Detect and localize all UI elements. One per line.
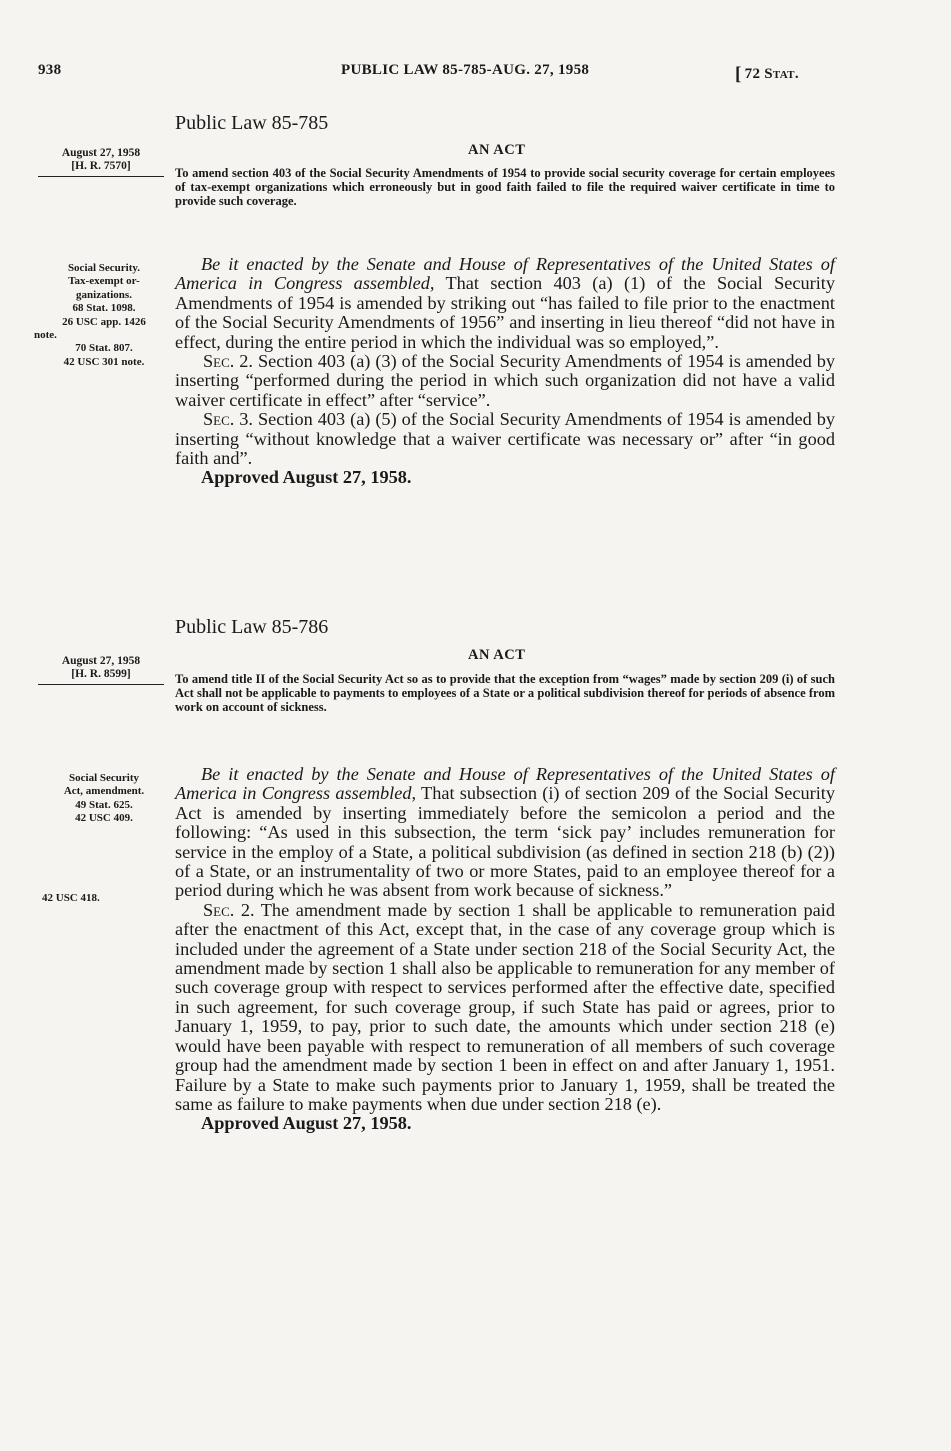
margin-note: note. [34,329,57,342]
date-line: August 27, 1958 [61,147,141,159]
margin-note: 42 USC 301 note. [63,355,145,368]
margin-notes-85-785 [34,262,174,369]
date-rule [38,176,164,177]
margin-note: 68 Stat. 1098. [72,302,136,315]
margin-note-usc-418: 42 USC 418. [42,892,100,904]
bill-number: [H. R. 7570] [71,160,131,172]
bill-number: [H. R. 8599] [71,668,131,680]
section-1 [175,765,835,901]
approval-line: Approved August 27, 1958. [201,467,412,488]
margin-note: Social Security. [67,262,141,274]
section-3 [175,410,835,468]
section-1 [175,255,835,352]
act-heading-85-786: AN ACT [468,647,526,663]
approval-line: Approved August 27, 1958. [201,1113,412,1134]
margin-note: 26 USC app. 1426 [62,315,146,328]
margin-note: 42 USC 409. [75,812,133,825]
law-title-85-786: Public Law 85-786 [175,616,329,638]
enacting-clause: Be it enacted by the Senate and House of Representatives of the United States of America in Congress assembled, [175,254,835,294]
enactment-date-85-786 [38,655,164,685]
section-2 [175,352,835,410]
statute-label: 72 Stat. [744,66,799,82]
running-head-title: PUBLIC LAW 85-785-AUG. 27, 1958 [341,62,590,78]
section-3-label: Sec. 3. [203,409,254,430]
section-2-text: Section 403 (a) (3) of the Social Security Amendments of 1954 is amended by inserting “performed during the period in which such organization did not have a valid waiver certificate in effect” after “service”. [175,351,835,410]
margin-note: Act, amendment. [63,785,145,798]
margin-note: 49 Stat. 625. [75,798,133,811]
section-1-text: That subsection (i) of section 209 of the Social Security Act is amended by inserting immediately before the semicolon a period and the following: “As used in this subsection, the term ‘sick pay’ includes remuneration for service in the employ of a State, a political subdivision (as defined in section 218 (b) (2)) of a State, or an instrumentality of two or more States, paid to an employee thereof for a period during which he was absent from work because of sickness.” [175,783,835,901]
enactment-date-85-785 [38,147,164,177]
statute-bracket: [ [735,64,742,85]
section-3-text: Section 403 (a) (5) of the Social Security Amendments of 1954 is amended by inserting “without knowledge that a waiver certificate was necessary or” after “in good faith and”. [175,409,835,469]
date-rule [38,684,164,685]
body-85-785 [175,255,835,488]
margin-notes-85-786 [34,772,174,826]
act-heading-85-785: AN ACT [468,142,526,158]
running-head [38,62,841,86]
section-1-text: That section 403 (a) (1) of the Social Security Amendments of 1954 is amended by striking out “has failed to file prior to the enactment of the Social Security Amendments of 1956” and inserting in lieu thereof “did not have in effect, during the entire period in which the individual was so employed,”. [175,273,835,352]
page-number: 938 [38,62,62,78]
section-2-label: Sec. 2. [203,899,255,920]
section-2-label: Sec. 2. [203,351,254,372]
purpose-85-786: To amend title II of the Social Security Act so as to provide that the exception from “wages” made by section 209 (i) of such Act shall not be applicable to payments to employees of a State or a political subdivision thereof for periods of absence from work on account of sickness. [175,672,835,715]
margin-note: ganizations. [76,288,132,301]
section-2 [175,901,835,1114]
margin-note: 70 Stat. 807. [75,342,133,355]
margin-note: Tax-exempt or- [68,275,140,288]
section-2-text: The amendment made by section 1 shall be applicable to remuneration paid after the enactment of this Act, except that, in the case of any coverage group which is included under the agreement of a State under section 218 of the Social Security Act, the amendment made by section 1 shall also be applicable to remuneration for any member of such coverage group with respect to services performed after the effective date, specified in such agreement, for such coverage group, if such State has paid or agrees, prior to January 1, 1959, to pay, prior to such date, the amounts which under section 218 (e) would have been payable with respect to remuneration of all members of such coverage group had the amendment made by section 1 been in effect on and after January 1, 1951. Failure by a State to make such payments prior to January 1, 1959, shall be treated the same as failure to make payments when due under section 218 (e). [175,899,835,1114]
enacting-clause: Be it enacted by the Senate and House of Representatives of the United States of America in Congress assembled, [175,764,835,804]
law-title-85-785: Public Law 85-785 [175,112,329,134]
date-line: August 27, 1958 [61,655,141,667]
statute-reference [735,62,799,84]
purpose-85-785: To amend section 403 of the Social Security Amendments of 1954 to provide social security coverage for certain employees of tax-exempt organizations which erroneously but in good faith failed to file the required waiver certificate in time to provide such coverage. [175,166,835,209]
body-85-786 [175,765,835,1134]
margin-note: Social Security [69,772,139,784]
